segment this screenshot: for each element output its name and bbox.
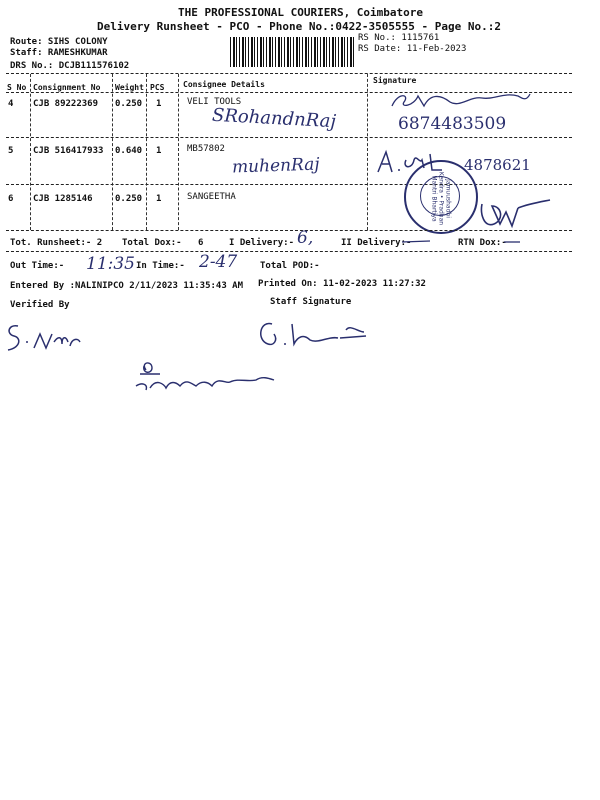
col-weight: Weight [115, 83, 144, 92]
row-consignee: MB57802 [187, 144, 225, 154]
total-runsheet: Tot. Runsheet:- 2 [10, 238, 103, 248]
row-pcs: 1 [156, 194, 162, 204]
column-separator [178, 74, 179, 230]
rs-date: RS Date: 11-Feb-2023 [358, 44, 467, 54]
divider [6, 184, 572, 185]
printed-on: Printed On: 11-02-2023 11:27:32 [258, 279, 426, 289]
divider [6, 251, 572, 252]
row-consignee: VELI TOOLS [187, 97, 242, 107]
row-consignee: SANGEETHA [187, 192, 236, 202]
total-pod-label: Total POD:- [260, 261, 320, 271]
total-dox-value: 6 [198, 238, 204, 248]
handwritten-dash [504, 240, 522, 244]
rtn-dox-label: RTN Dox:- [458, 238, 507, 248]
col-consignment: Consignment No [33, 83, 101, 92]
handwritten-note [130, 358, 280, 398]
row-consignment: CJB 89222369 [33, 99, 99, 109]
col-sno: S No [7, 83, 27, 92]
staff-text: Staff: RAMESHKUMAR [10, 48, 108, 58]
staff-signature [254, 318, 374, 350]
signature-scribble [478, 194, 558, 230]
out-time-label: Out Time:- [10, 261, 65, 271]
verified-by-label: Verified By [10, 300, 70, 310]
col-signature: Signature [373, 76, 417, 85]
column-separator [112, 74, 113, 230]
in-time-label: In Time:- [136, 261, 185, 271]
handwritten-dash [402, 240, 432, 244]
staff-signature-label: Staff Signature [270, 297, 352, 307]
handwritten-name: SRohandnRaj [211, 104, 337, 133]
row-weight: 0.250 [115, 194, 143, 204]
handwritten-delivery-count: 6, [297, 228, 314, 248]
pharmacy-stamp [404, 160, 478, 234]
row-consignment: CJB 516417933 [33, 146, 104, 156]
divider [6, 73, 572, 74]
rs-number: RS No.: 1115761 [358, 33, 440, 43]
row-weight: 0.250 [115, 99, 143, 109]
handwritten-out-time: 11:35 [86, 254, 135, 274]
ii-delivery-label: II Delivery:- [341, 238, 412, 248]
divider [6, 137, 572, 138]
row-sno: 5 [8, 146, 14, 156]
column-separator [367, 74, 368, 230]
row-weight: 0.640 [115, 146, 143, 156]
company-title: THE PROFESSIONAL COURIERS, Coimbatore [178, 6, 424, 19]
row-consignment: CJB 1285146 [33, 194, 93, 204]
column-separator [30, 74, 31, 230]
handwritten-phone: 6874483509 [398, 114, 507, 134]
route-text: Route: SIHS COLONY [10, 37, 108, 47]
handwritten-name: muhenRaj [231, 154, 320, 178]
handwritten-in-time: 2-47 [199, 252, 238, 272]
col-consignee: Consignee Details [183, 80, 265, 89]
col-pcs: PCS [150, 83, 165, 92]
row-pcs: 1 [156, 146, 162, 156]
row-pcs: 1 [156, 99, 162, 109]
handwritten-phone: 4878621 [464, 156, 531, 174]
i-delivery-label: I Delivery:- [229, 238, 295, 248]
divider [6, 230, 572, 231]
runsheet-subtitle: Delivery Runsheet - PCO - Phone No.:0422-3505555 - Page No.:2 [97, 20, 501, 33]
row-sno: 4 [8, 99, 14, 109]
entered-by: Entered By :NALINIPCO 2/11/2023 11:35:43 AM [10, 281, 243, 291]
drs-number: DRS No.: DCJB111576102 [10, 61, 130, 71]
row-sno: 6 [8, 194, 14, 204]
total-dox-label: Total Dox:- [122, 238, 182, 248]
verifier-signature [4, 322, 84, 354]
barcode-image [230, 37, 354, 67]
stamp-text: Jamuushadhi Kendra • Pradhan Mantri Bhartiya [430, 171, 452, 226]
column-separator [146, 74, 147, 230]
signature-scribble [390, 88, 540, 114]
